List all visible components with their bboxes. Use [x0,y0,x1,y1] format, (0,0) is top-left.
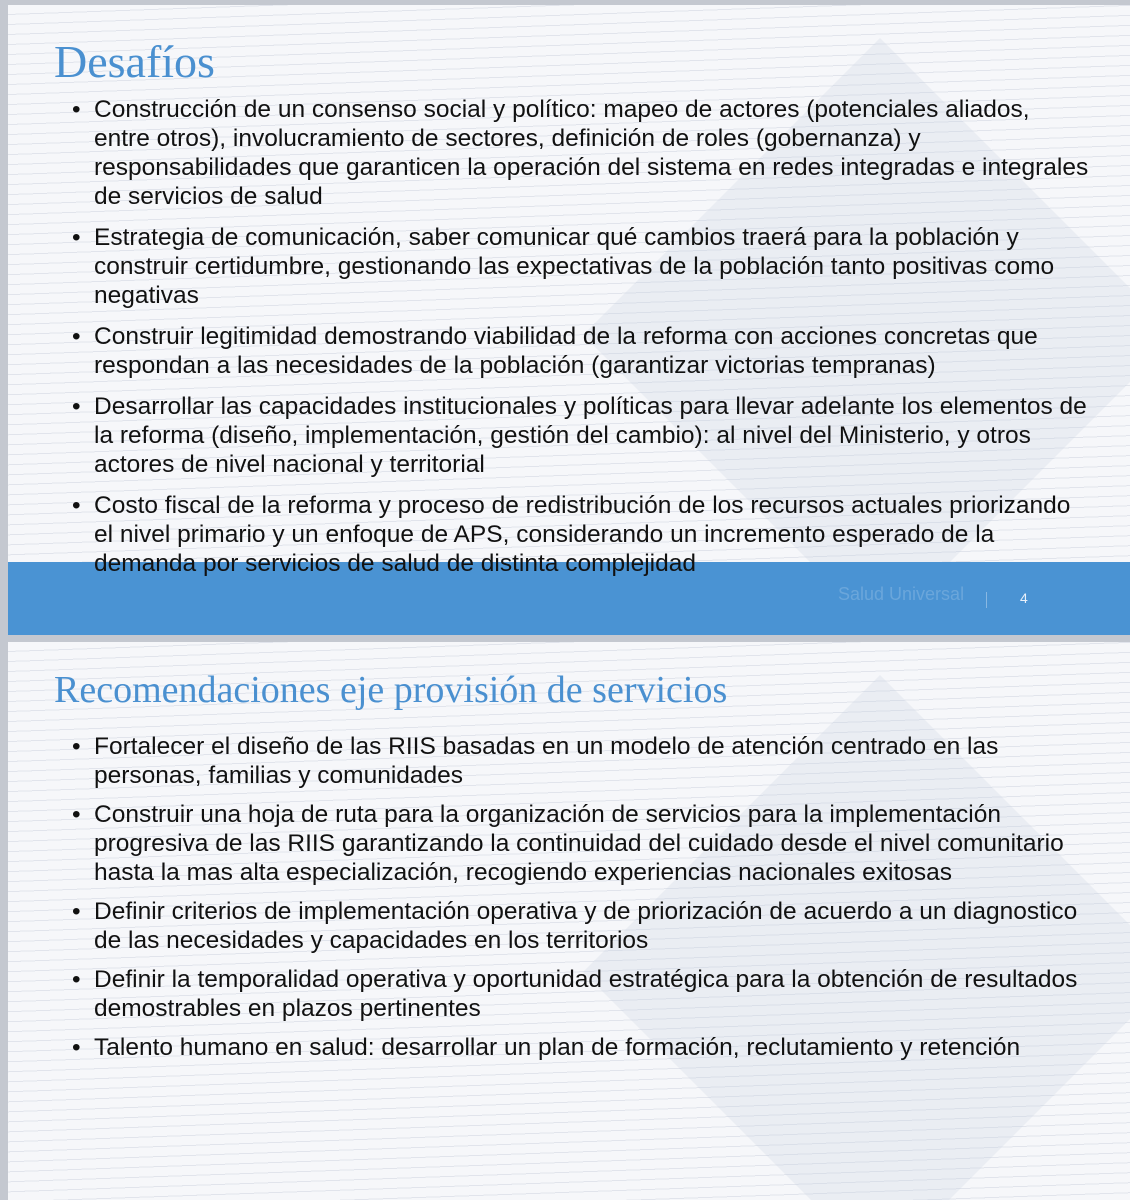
footer-divider [986,592,987,608]
bullet-item: • Fortalecer el diseño de las RIIS basadas en un modelo de atención centrado en las personas, familias y comunidades [70,732,1090,790]
bullet-item: • Construir una hoja de ruta para la organización de servicios para la implementación progresiva de las RIIS garantizando la continuidad del cuidado desde el nivel comunitario hasta la mas alta especialización, recogiendo experiencias nacionales exitosas [70,800,1090,887]
bullet-item: • Construcción de un consenso social y político: mapeo de actores (potenciales aliados, entre otros), involucramiento de sectores, definición de roles (gobernanza) y responsabilidades que garanticen la operación del sistema en redes integradas e integrales de servicios de salud [70,95,1090,211]
bullet-item: • Talento humano en salud: desarrollar un plan de formación, reclutamiento y retención [70,1033,1090,1062]
bullet-item: • Construir legitimidad demostrando viabilidad de la reforma con acciones concretas que respondan a las necesidades de la población (garantizar victorias tempranas) [70,322,1090,380]
slide-desafios [8,5,1130,635]
footer-watermark-text: Salud Universal [838,584,965,604]
bullet-list [70,95,1090,590]
bullet-item: • Costo fiscal de la reforma y proceso de redistribución de los recursos actuales priorizando el nivel primario y un enfoque de APS, considerando un incremento esperado de la demanda por servicios de salud de distinta complejidad [70,491,1090,578]
bullet-item: • Definir criterios de implementación operativa y de priorización de acuerdo a un diagnostico de las necesidades y capacidades en los territorios [70,897,1090,955]
bullet-item: • Estrategia de comunicación, saber comunicar qué cambios traerá para la población y construir certidumbre, gestionando las expectativas de la población tanto positivas como negativas [70,223,1090,310]
bullet-list [70,732,1090,1072]
slide-recomendaciones [8,642,1130,1200]
bullet-item: • Definir la temporalidad operativa y oportunidad estratégica para la obtención de resultados demostrables en plazos pertinentes [70,965,1090,1023]
page-number: 4 [1020,590,1028,606]
slide-title: Recomendaciones eje provisión de servicios [54,669,728,711]
bullet-item: • Desarrollar las capacidades institucionales y políticas para llevar adelante los elementos de la reforma (diseño, implementación, gestión del cambio): al nivel del Ministerio, y otros actores de nivel nacional y territorial [70,392,1090,479]
slide-title: Desafíos [54,36,215,87]
